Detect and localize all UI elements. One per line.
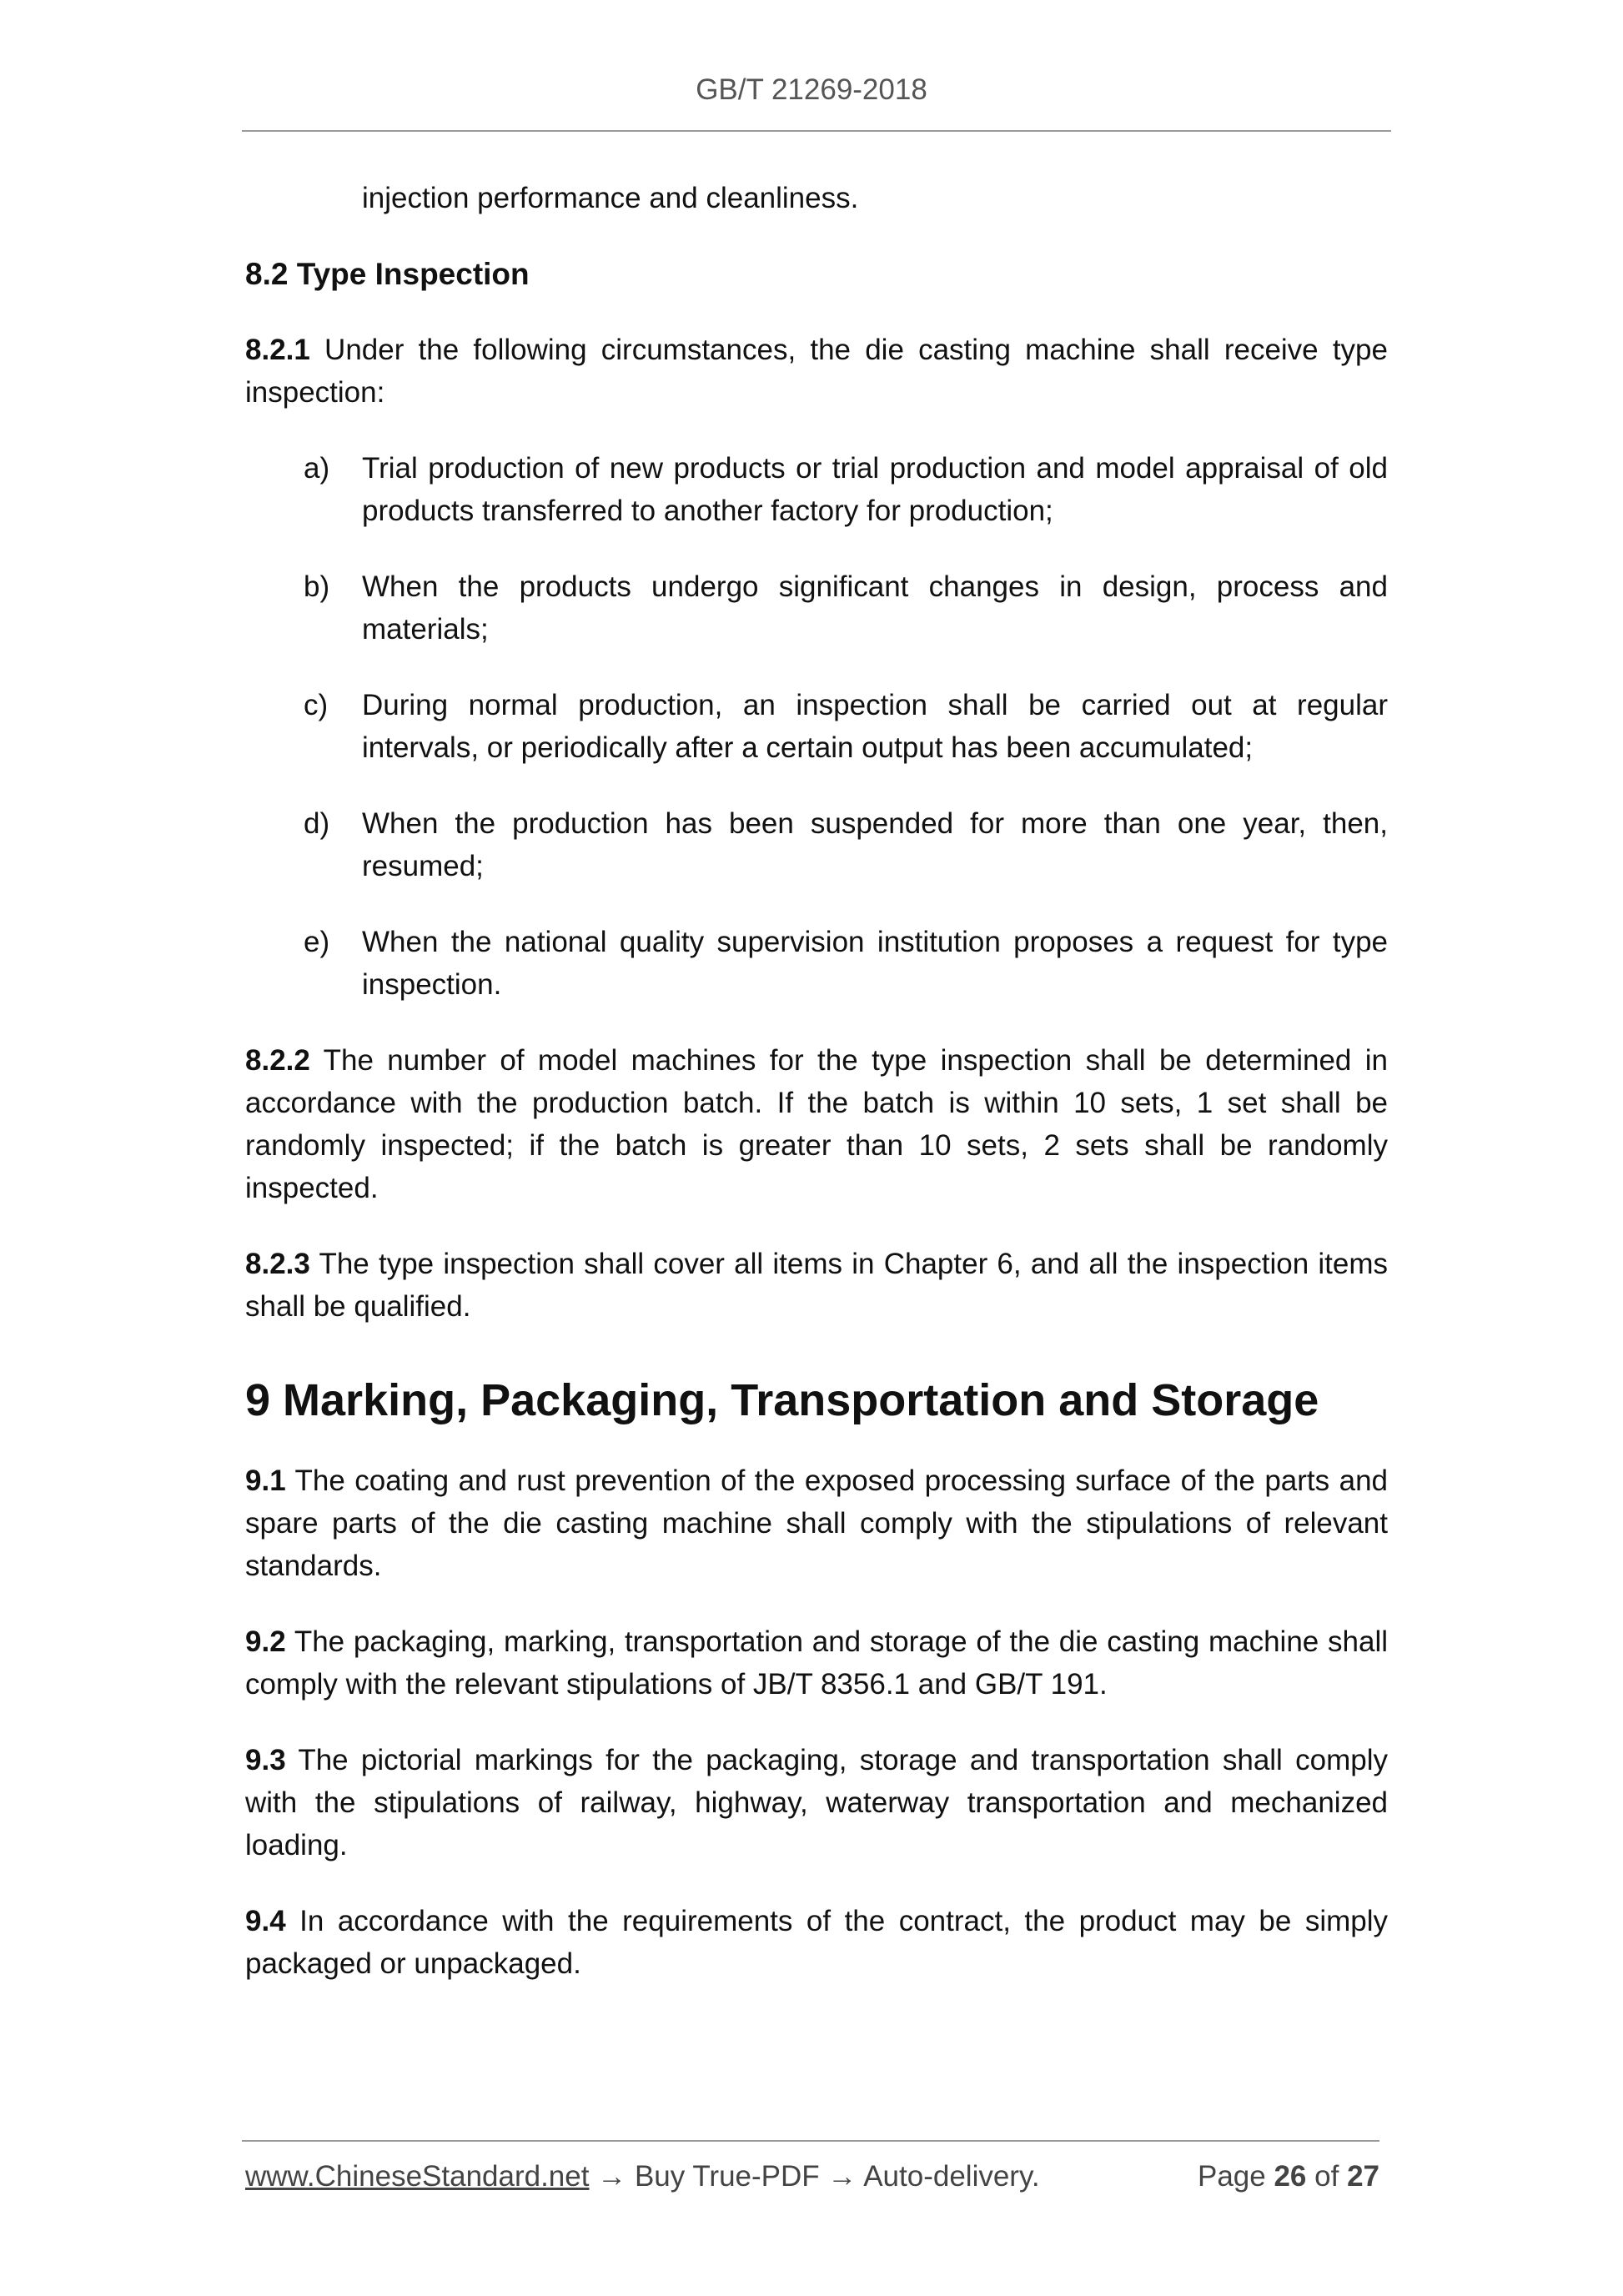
list-item <box>245 921 1388 1006</box>
page-content <box>245 177 1388 1985</box>
delivery-text: Auto-delivery. <box>863 2160 1040 2193</box>
clause-text: The coating and rust prevention of the exposed processing surface of the parts and spare parts of the die casting machine shall comply with the stipulations of relevant standards. <box>245 1465 1389 1582</box>
section-heading-8-2: 8.2 Type Inspection <box>245 257 530 291</box>
website-link[interactable]: www.ChineseStandard.net <box>245 2160 590 2193</box>
of-label: of <box>1314 2160 1339 2193</box>
clause-9-1 <box>245 1459 1388 1587</box>
page-label: Page <box>1197 2160 1266 2193</box>
clause-9-4 <box>245 1900 1388 1985</box>
clause-number: 9.3 <box>245 1744 286 1776</box>
list-item <box>245 565 1388 651</box>
document-header: GB/T 21269-2018 <box>696 73 927 106</box>
continued-text: injection performance and cleanliness. <box>362 182 859 214</box>
page-indicator <box>1198 2160 1379 2193</box>
header-divider <box>242 130 1391 132</box>
clause-8-2-1 <box>245 329 1388 414</box>
list-item-text: During normal production, an inspection shall be carried out at regular intervals, or periodically after a certain output has been accumulated; <box>362 689 1388 764</box>
clause-number: 9.1 <box>245 1465 286 1497</box>
clause-number: 8.2.1 <box>245 334 310 366</box>
footer-divider <box>242 2140 1379 2142</box>
page-number: 26 <box>1274 2160 1307 2193</box>
clause-text: The packaging, marking, transportation and storage of the die casting machine shall comply with the relevant stipulations of JB/T 8356.1 and GB/T 191. <box>245 1625 1389 1701</box>
chapter-heading-9: 9 Marking, Packaging, Transportation and Storage <box>245 1375 1319 1425</box>
list-item <box>245 684 1388 769</box>
list-item-letter: e) <box>304 926 330 958</box>
clause-number: 8.2.3 <box>245 1248 310 1280</box>
list-item-letter: b) <box>304 570 330 603</box>
arrow-right-icon: → <box>597 2160 627 2193</box>
clause-text: The type inspection shall cover all items in Chapter 6, and all the inspection items shall be qualified. <box>245 1248 1389 1323</box>
arrow-right-icon: → <box>827 2160 857 2193</box>
list-item-text: When the production has been suspended for more than one year, then, resumed; <box>362 807 1388 882</box>
page-footer <box>245 2160 1379 2193</box>
clause-text: The pictorial markings for the packaging, storage and transportation shall comply with the stipulations of railway, highway, waterway transportation and mechanized loading. <box>245 1744 1388 1861</box>
clause-number: 8.2.2 <box>245 1044 310 1077</box>
clause-9-3 <box>245 1739 1388 1866</box>
clause-number: 9.4 <box>245 1905 286 1937</box>
clause-8-2-2 <box>245 1039 1388 1209</box>
list-item-text: When the national quality supervision institution proposes a request for type inspection. <box>362 926 1388 1001</box>
clause-number: 9.2 <box>245 1625 286 1658</box>
list-item-text: When the products undergo significant changes in design, process and materials; <box>362 570 1388 646</box>
circumstances-list <box>245 447 1388 1006</box>
list-item-letter: a) <box>304 452 330 485</box>
clause-9-2 <box>245 1620 1388 1706</box>
list-item-letter: c) <box>304 689 329 721</box>
list-item <box>245 447 1388 532</box>
footer-left <box>245 2160 1040 2193</box>
clause-text: The number of model machines for the type inspection shall be determined in accordance with the production batch. If the batch is within 10 sets, 1 set shall be randomly inspected; if the batch is greater than 10 sets, 2 sets shall be randomly inspected. <box>245 1044 1388 1204</box>
list-item-letter: d) <box>304 807 330 840</box>
buy-text: Buy True-PDF <box>634 2160 820 2193</box>
clause-text: In accordance with the requirements of the contract, the product may be simply packaged or unpackaged. <box>245 1905 1388 1980</box>
clause-8-2-3 <box>245 1243 1388 1328</box>
list-item-text: Trial production of new products or trial production and model appraisal of old products transferred to another factory for production; <box>362 452 1388 527</box>
clause-text: Under the following circumstances, the die casting machine shall receive type inspection: <box>245 334 1388 409</box>
total-pages: 27 <box>1347 2160 1379 2193</box>
list-item <box>245 802 1388 887</box>
